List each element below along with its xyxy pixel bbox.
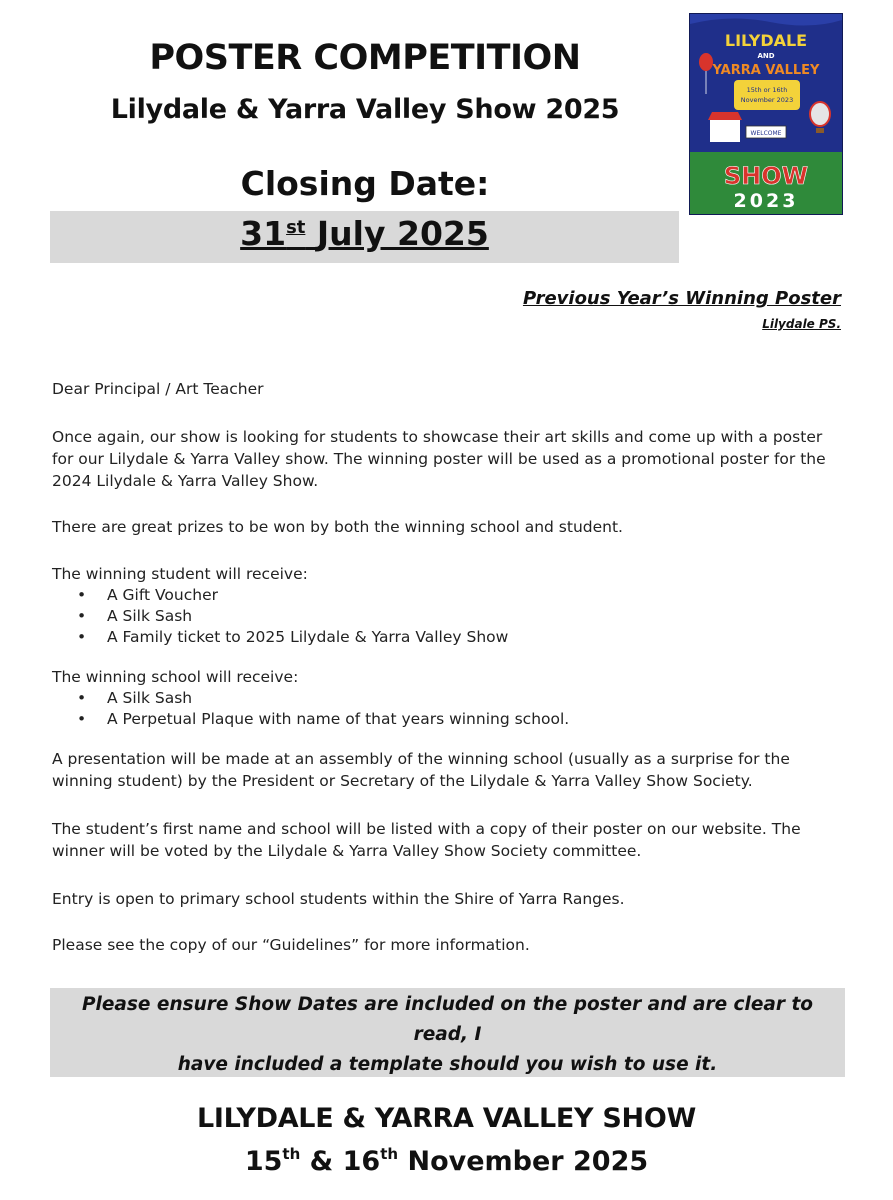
student-prizes-heading: The winning student will receive:: [52, 565, 308, 583]
poster-text-lilydale: LILYDALE: [724, 31, 808, 50]
list-item: • A Perpetual Plaque with name of that years winning school.: [52, 709, 848, 730]
poster-welcome-text: WELCOME: [750, 130, 782, 137]
guidelines-paragraph: Please see the copy of our “Guidelines” for more information.: [52, 936, 530, 954]
closing-date-label: Closing Date:: [240, 164, 490, 203]
intro-paragraph: [52, 426, 848, 492]
poster-balloon-basket: [816, 128, 824, 133]
poster-date-panel: [734, 80, 800, 110]
student-prizes-section: [52, 563, 848, 648]
footer-month-year: November 2025: [407, 1146, 649, 1177]
poster-text-show: SHOW: [723, 162, 809, 190]
website-line: winner will be voted by the Lilydale & Yarra Valley Show Society committee.: [52, 842, 642, 860]
previous-winner-school: Lilydale PS.: [762, 317, 841, 331]
presentation-line: winning student) by the President or Secretary of the Lilydale & Yarra Valley Show Society.: [52, 772, 753, 790]
presentation-paragraph: [52, 748, 848, 792]
footer-show-dates: [0, 1145, 893, 1177]
notice-text: [56, 990, 839, 1080]
winning-poster-image: [689, 13, 843, 215]
intro-line: for our Lilydale & Yarra Valley show. The winning poster will be used as a promotional poster for the: [52, 450, 826, 468]
list-item: • A Silk Sash: [52, 688, 848, 709]
prizes-paragraph: There are great prizes to be won by both the winning school and student.: [52, 518, 623, 536]
poster-stall-roof: [708, 112, 742, 120]
page-subtitle: Lilydale & Yarra Valley Show 2025: [110, 94, 620, 125]
intro-line: Once again, our show is looking for students to showcase their art skills and come up with a poster: [52, 428, 823, 446]
intro-line: 2024 Lilydale & Yarra Valley Show.: [52, 472, 319, 490]
closing-day: 31: [240, 214, 287, 253]
closing-month-year: July 2025: [316, 214, 489, 253]
previous-winner-caption: Previous Year’s Winning Poster: [522, 288, 841, 309]
list-item: • A Family ticket to 2025 Lilydale & Yarra Valley Show: [52, 627, 848, 648]
page-title: POSTER COMPETITION: [149, 38, 581, 78]
poster-dates-line2: November 2023: [740, 96, 794, 104]
entry-paragraph: Entry is open to primary school students within the Shire of Yarra Ranges.: [52, 890, 625, 908]
footer-day1: 15: [244, 1146, 283, 1177]
poster-text-yarra-valley: YARRA VALLEY: [712, 63, 820, 78]
footer-show-name: LILYDALE & YARRA VALLEY SHOW: [197, 1103, 696, 1134]
poster-text-and: AND: [757, 52, 775, 60]
list-item: • A Gift Voucher: [52, 585, 848, 606]
school-prizes-section: [52, 666, 848, 730]
closing-day-suffix: st: [286, 217, 306, 238]
poster-hot-air-balloon: [810, 102, 830, 126]
poster-text-year: 2023: [733, 190, 799, 212]
notice-line: have included a template should you wish to use it.: [177, 1054, 718, 1075]
student-prizes-list: [52, 585, 848, 648]
footer-day2: 16: [342, 1146, 381, 1177]
website-paragraph: [52, 818, 848, 862]
footer-day2-suffix: th: [380, 1145, 399, 1163]
poster-dates-line1: 15th or 16th: [746, 86, 788, 94]
list-item: • A Silk Sash: [52, 606, 848, 627]
poster-artwork: [690, 14, 842, 214]
poster-stall: [710, 120, 740, 142]
notice-line: Please ensure Show Dates are included on the poster and are clear to read, I: [81, 994, 814, 1045]
closing-date: [50, 214, 679, 253]
footer-day1-suffix: th: [282, 1145, 301, 1163]
poster-balloon-left: [699, 53, 713, 71]
school-prizes-heading: The winning school will receive:: [52, 668, 299, 686]
salutation: Dear Principal / Art Teacher: [52, 380, 264, 398]
footer-amp: &: [309, 1146, 334, 1177]
website-line: The student’s first name and school will be listed with a copy of their poster on our website. The: [52, 820, 801, 838]
presentation-line: A presentation will be made at an assembly of the winning school (usually as a surprise for the: [52, 750, 790, 768]
school-prizes-list: [52, 688, 848, 730]
